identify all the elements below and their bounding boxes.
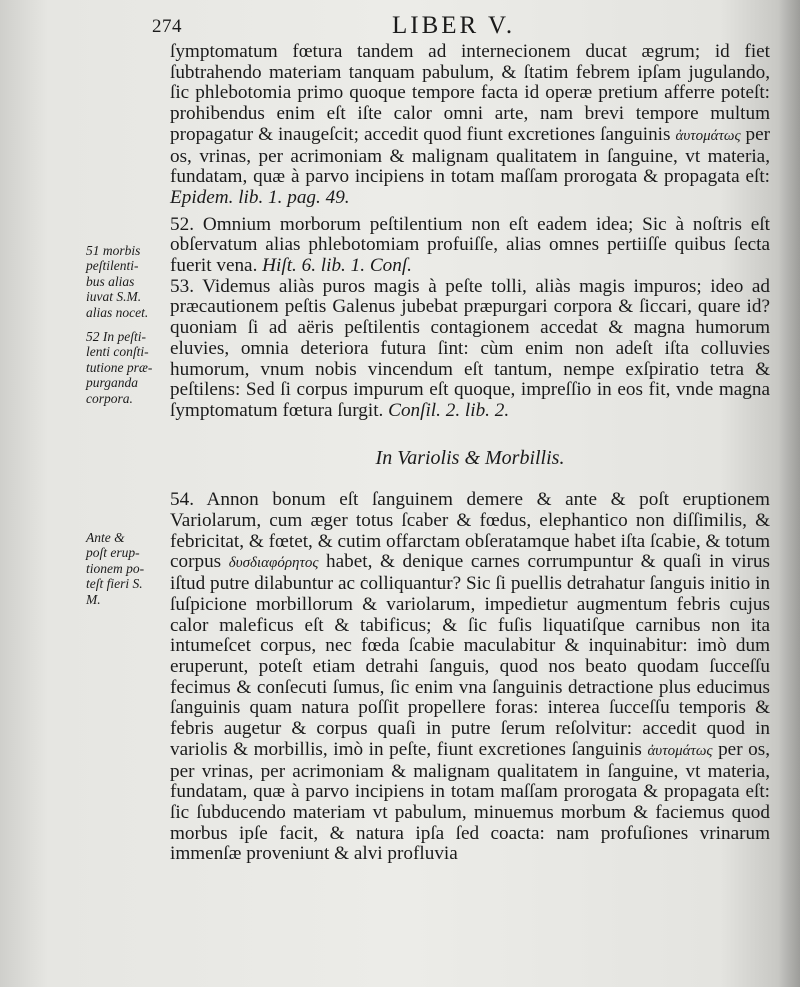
paragraph-52 <box>170 215 770 277</box>
margin-note-line: tionem po- <box>86 560 145 576</box>
main-text <box>170 42 770 865</box>
paragraph-continued <box>170 42 770 209</box>
margin-note-line: peſtilenti- <box>86 258 139 274</box>
page-edge-shadow <box>778 0 800 987</box>
paragraph-text: 53. Videmus aliàs puros magis à peſte tolli, aliàs magis impuros; ideo ad præcautionem peſtis Galenus jubebat præpurgari corpora & ſiccari, quare id? quoniam ſi ad aëris peſtilentis contagionem accedat & magna humorum eluvies, omnia deteriora futura ſint: cùm enim non adeſt iſta colluvies humorum, vnum nobis vincendum eſt tantum, nempe exſpiratio tetra & peſtilens: Sed ſi corpus impurum eſt quoque, impreſſio in eos fit, vnde magna ſymptomatum fœtura ſurgit. <box>170 275 770 421</box>
paragraph-text: 54. Annon bonum eſt ſanguinem demere & ante & poſt eruptionem Variolarum, cum æger totus ſcaber & fœdus, elephantico non diſſimilis, & febricitat, & fœtet, & cutim offarctam obſeratamque habet iſta ſcabie, & totum corpus <box>170 489 770 573</box>
citation: Conſil. 2. lib. 2. <box>388 399 510 421</box>
greek-word: δυσδιαφόρητος <box>228 555 319 572</box>
margin-note-line: bus alias <box>86 273 135 289</box>
margin-note-54 <box>86 530 170 607</box>
margin-note-line: 52 In peſti- <box>86 329 146 344</box>
paragraph-text: per os, vrinas, per acrimoniam & malignam qualitatem in ſanguine, vt materia, fundatam, quæ à parvo incipiens in totam maſſam prorogata & propagata eſt: <box>170 123 771 188</box>
margin-note-line: lenti conſti- <box>86 344 149 360</box>
margin-note-line: purganda <box>86 375 139 391</box>
greek-word: ἀυτομάτως <box>647 742 713 759</box>
paragraph-54 <box>170 490 770 865</box>
page-header <box>0 10 800 44</box>
citation: Hiſt. 6. lib. 1. Conſ. <box>262 255 412 277</box>
margin-note-52 <box>86 329 170 406</box>
margin-note-line: corpora. <box>86 390 133 406</box>
margin-note-line: M. <box>86 591 101 607</box>
paragraph-text: habet, & denique carnes corrumpuntur & quaſi in virus iſtud putre dilabuntur ac colliquantur? Sic ſi puellis detrahatur ſanguis initio in ſuſpicione morbillorum & variolarum, impedietur augmentum febris cujus calor maleficus eſt & tabificus; & ſic fuſis liquatiſque carnibus non ita intumeſcet corpus, nec fœda ſcabie maculabitur & inquinabitur: imò dum eruperunt, poteſt etiam detrahi ſanguis, quod nos beato quodam ſucceſſu fecimus & conſecuti ſumus, ſic enim vna ſanguinis detractione plus educimus ſanguinis quam natura poſſit propellere foras: interea ſucceſſu temporis & febris augetur & corpus quaſi in putre ſerum reſolvitur: accedit quod in variolis & morbillis, imò in peſte, fiunt excretiones ſanguinis <box>170 551 771 760</box>
paragraph-text: ſymptomatum fœtura tandem ad internecionem ducat ægrum; id fiet ſubtrahendo materiam tanquam pabulum, & ſtatim febrem ipſam jugulando, ſic phlebotomia primo quoque tempore facta id operæ pretium afferre poteſt: prohibendus enim eſt iſte calor omni arte, nam brevi tempore multum propagatur & inaugeſcit; accedit quod fiunt excretiones ſanguinis <box>170 41 770 145</box>
margin-note-line: Ante & <box>86 530 125 545</box>
margin-note-line: iuvat S.M. <box>86 289 142 305</box>
paragraph-text: per os, per vrinas, per acrimoniam & malignam qualitatem in ſanguine, vt materia, fundatam, quæ à parvo incipiens in totam maſſam prorogata & propagata eſt: ſic ſubducendo materiam vt pabulum, minuemus morbum & faciemus quod morbus ipſe facit, & natura ipſa ſed coacta: nam profuſiones vrinarum immenſæ proveniunt & alvi profluvia <box>170 738 770 865</box>
section-heading: In Variolis & Morbillis. <box>375 446 565 469</box>
margin-note-line: teſt fieri S. <box>86 576 143 592</box>
margin-note-line: poſt erup- <box>86 545 140 561</box>
running-title: LIBER V. <box>392 12 516 39</box>
citation: Epidem. lib. 1. pag. 49. <box>170 186 350 208</box>
margin-note-line: alias nocet. <box>86 304 149 320</box>
greek-word: ἀυτομάτως <box>675 127 741 144</box>
page-number: 274 <box>152 16 182 37</box>
margin-note-line: 51 morbis <box>86 243 141 258</box>
margin-note-line: tutione præ- <box>86 359 153 375</box>
paragraph-text: 52. Omnium morborum peſtilentium non eſt eadem idea; Sic à noſtris eſt obſervatum alias phlebotomiam profuiſſe, alias omnes pertiiſſe quibus ſecta fuerit vena. <box>170 213 770 277</box>
paragraph-53 <box>170 277 770 422</box>
margin-note-51 <box>86 243 170 320</box>
